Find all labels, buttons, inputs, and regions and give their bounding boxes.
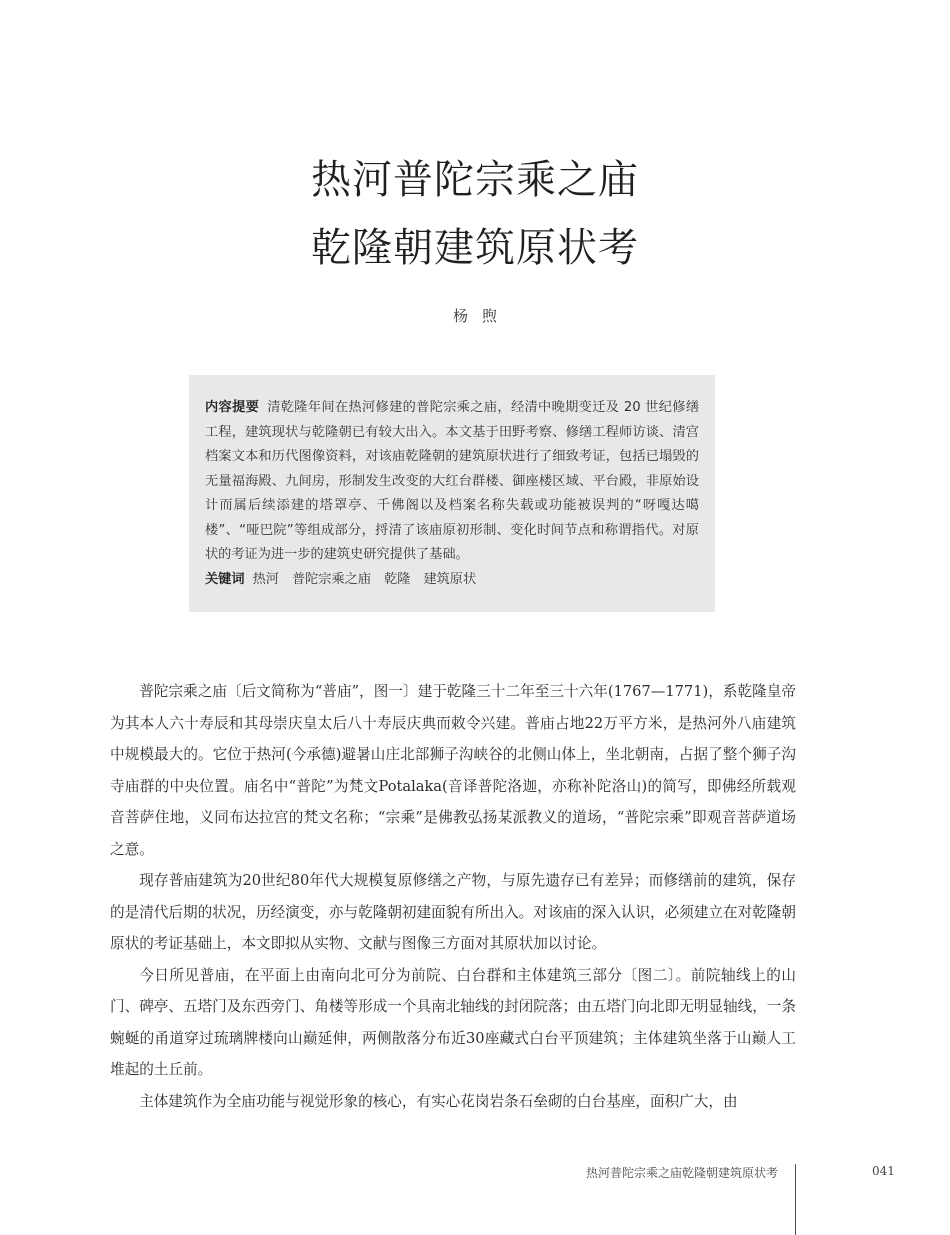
body-paragraph: 普陀宗乘之庙〔后文简称为“普庙”，图一〕建于乾隆三十二年至三十六年(1767—1771)，系乾隆皇帝为其本人六十寿辰和其母崇庆皇太后八十寿辰庆典而敕令兴建。普庙占地22万平方米，是热河外八庙建筑中规模最大的。它位于热河(今承德)避暑山庄北部狮子沟峡谷的北侧山体上，坐北朝南，占据了整个狮子沟寺庙群的中央位置。庙名中“普陀”为梵文Potalaka(音译普陀洛迦，亦称补陀洛山)的简写，即佛经所载观音菩萨住地，义同布达拉宫的梵文名称；“宗乘”是佛教弘扬某派教义的道场，“普陀宗乘”即观音菩萨道场之意。 (110, 683, 796, 858)
keyword: 热河 (252, 571, 279, 587)
page-number: 041 (872, 1164, 895, 1178)
abstract-text: 清乾隆年间在热河修建的普陀宗乘之庙，经清中晚期变迁及 20 世纪修缮工程，建筑现状与乾隆朝已有较大出入。本文基于田野考察、修缮工程师访谈、清宫档案文本和历代图像资料，对该庙乾隆朝的建筑原状进行了细致考证，包括已塌毁的无量福海殿、九间房，形制发生改变的大红台群楼、御座楼区域、平台殿，非原始设计而属后续添建的塔罩亭、千佛阁以及档案名称失载或功能被误判的“呀嘎达噶楼”、“哑巴院”等组成部分，捋清了该庙原初形制、变化时间节点和称谓指代。对原状的考证为进一步的建筑史研究提供了基础。 (205, 400, 700, 562)
body-paragraph: 现存普庙建筑为20世纪80年代大规模复原修缮之产物，与原先遗存已有差异；而修缮前的建筑，保存的是清代后期的状况，历经演变，亦与乾隆朝初建面貌有所出入。对该庙的深入认识，必须建立在对乾隆朝原状的考证基础上，本文即拟从实物、文献与图像三方面对其原状加以讨论。 (110, 872, 796, 952)
keyword: 普陀宗乘之庙 (291, 571, 372, 587)
abstract-label: 内容提要 (205, 400, 260, 415)
abstract-box (189, 375, 715, 612)
running-title: 热河普陀宗乘之庙乾隆朝建筑原状考 (585, 1166, 778, 1180)
paper-title-line-2: 乾隆朝建筑原状考 (311, 225, 639, 271)
author-name: 杨煦 (452, 307, 511, 325)
body-paragraph: 主体建筑作为全庙功能与视觉形象的核心，有实心花岗岩条石垒砌的白台基座，面积广大，由 (139, 1092, 738, 1110)
keywords-label: 关键词 (205, 571, 245, 587)
footer-divider (795, 1164, 796, 1235)
keyword: 建筑原状 (423, 571, 477, 587)
body-text (110, 676, 796, 1117)
keywords-line (205, 568, 699, 593)
paper-title-line-1: 热河普陀宗乘之庙 (311, 157, 639, 203)
body-paragraph: 今日所见普庙，在平面上由南向北可分为前院、白台群和主体建筑三部分〔图二〕。前院轴线上的山门、碑亭、五塔门及东西旁门、角楼等形成一个具南北轴线的封闭院落；由五塔门向北即无明显轴线，一条蜿蜒的甬道穿过琉璃牌楼向山巅延伸，两侧散落分布近30座藏式白台平顶建筑；主体建筑坐落于山巅人工堆起的土丘前。 (110, 966, 796, 1078)
abstract-paragraph (205, 396, 699, 568)
keyword: 乾隆 (384, 571, 411, 587)
